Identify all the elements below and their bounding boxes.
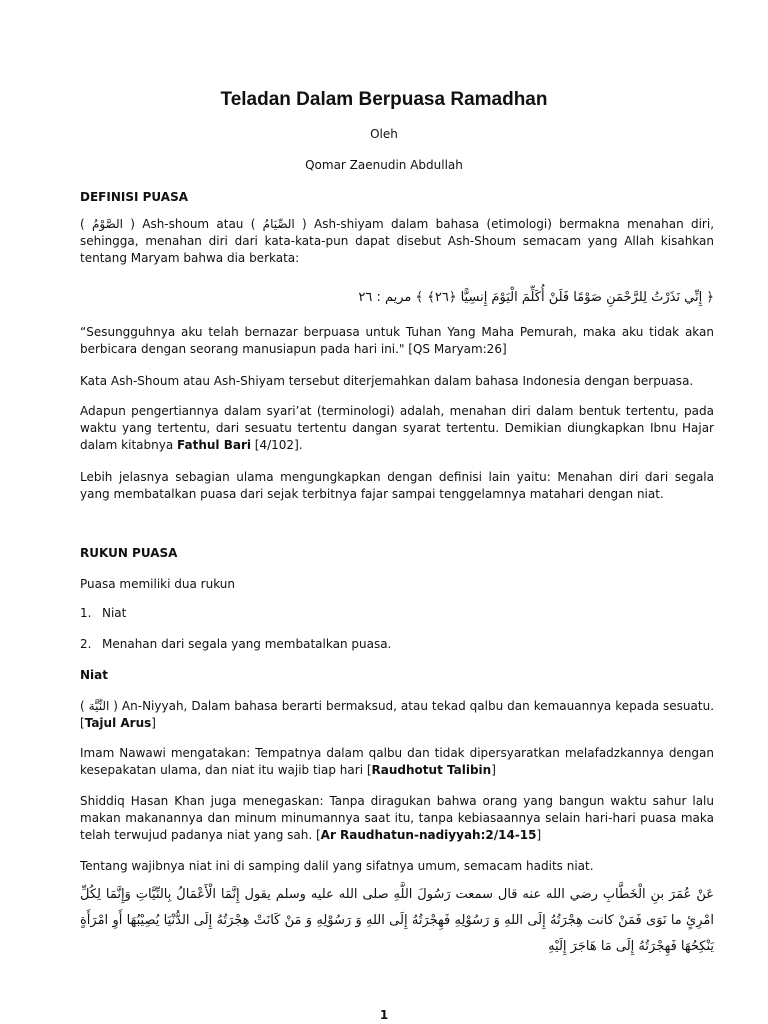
paragraph-imam-nawawi bbox=[80, 745, 714, 779]
document-title: Teladan Dalam Berpuasa Ramadhan bbox=[220, 89, 548, 110]
paragraph-text: Shiddiq Hasan Khan juga menegaskan: Tanpa diragukan bahwa orang yang bangun waktu sahur lalu makan makanannya dan minum minumannya saat itu, tanpa kebiasaannya selain hari-hari puasa maka telah terwujud padanya niat yang sah. [ bbox=[80, 794, 714, 842]
paragraph-text: [4/102]. bbox=[250, 438, 303, 452]
subheading-niat: Niat bbox=[80, 668, 108, 682]
paragraph-text: Imam Nawawi mengatakan: Tempatnya dalam qalbu dan tidak dipersyaratkan melafadzkannya dengan kesepakatan ulama, dan niat itu wajib tiap hari [ bbox=[80, 746, 714, 777]
arabic-ash-shiyam: الصِّيَامُ bbox=[262, 217, 295, 231]
bracket-close: ] bbox=[491, 763, 496, 777]
paragraph-rukun-intro: Puasa memiliki dua rukun bbox=[80, 577, 235, 591]
paragraph-niat-definition bbox=[80, 698, 714, 732]
section-heading-rukun: RUKUN PUASA bbox=[80, 546, 178, 560]
translation-text: “Sesungguhnya aku telah bernazar berpuasa untuk Tuhan Yang Maha Pemurah, maka aku tidak akan berbicara dengan seorang manusiapun pada hari ini." bbox=[80, 325, 714, 356]
bracket-close: ] bbox=[151, 716, 156, 730]
list-text: Menahan dari segala yang membatalkan puasa. bbox=[102, 637, 392, 651]
list-number: 2. bbox=[80, 637, 92, 651]
paragraph-text: ) Ash-shiyam dalam bahasa (etimologi) bermakna menahan diri, sehingga, menahan diri dari kata-kata-pun dapat disebut Ash-Shoum semacam yang Allah kisahkan tentang Maryam bahwa dia berkata: bbox=[80, 217, 715, 265]
paragraph-text: ) An-Niyyah, Dalam bahasa berarti bermaksud, atau tekad qalbu dan kemauannya kepada sesuatu. [ bbox=[80, 699, 715, 730]
paragraph-definisi-lain: Lebih jelasnya sebagian ulama mengungkapkan dengan definisi lain yaitu: Menahan diri dari segala yang membatalkan puasa dari sejak terbitnya fajar sampai tenggelamnya matahari dengan niat. bbox=[80, 470, 714, 501]
list-item bbox=[80, 637, 714, 651]
list-text: Niat bbox=[102, 606, 127, 620]
reference-ar-raudhatun-nadiyyah: Ar Raudhatun-nadiyyah:2/14-15 bbox=[320, 828, 537, 842]
paragraph-indonesian-term: Kata Ash-Shoum atau Ash-Shiyam tersebut diterjemahkan dalam bahasa Indonesia dengan berpuasa. bbox=[80, 374, 694, 388]
reference-fathul-bari: Fathul Bari bbox=[177, 438, 251, 452]
paragraph-translation bbox=[80, 324, 714, 358]
quran-verse-arabic: ﴿ إِنِّي نَذَرْتُ لِلرَّحْمَنِ صَوْمًا فَلَنْ أُكَلِّمَ الْيَوْمَ إِنسِيًّا ﴿٢٦﴾ ﴾ مريم : ٢٦ bbox=[358, 290, 714, 305]
paren-open: ( bbox=[80, 699, 89, 713]
list-item bbox=[80, 606, 714, 620]
paragraph-shiddiq-hasan-khan bbox=[80, 793, 714, 844]
reference-raudhotut-talibin: Raudhotut Talibin bbox=[371, 763, 492, 777]
list-number: 1. bbox=[80, 606, 92, 620]
arabic-ash-shoum: الصَّوْمُ bbox=[91, 217, 123, 231]
paragraph-text: ) Ash-shoum atau ( bbox=[123, 217, 263, 231]
section-heading-definisi: DEFINISI PUASA bbox=[80, 190, 188, 204]
byline: Oleh bbox=[370, 127, 398, 141]
reference-tajul-arus: Tajul Arus bbox=[84, 716, 152, 730]
paren-open: ( bbox=[80, 217, 92, 231]
paragraph-terminologi bbox=[80, 403, 714, 454]
paragraph-hadith-intro: Tentang wajibnya niat ini di samping dalil yang sifatnya umum, semacam hadits niat. bbox=[80, 859, 594, 873]
hadith-arabic-text: عَنْ عُمَرَ بنِ الْخَطَّابِ رضي الله عنه قال سمعت رَسُولَ اللَّهِ صلى الله عليه وسلم يقول إِنَّمَا الْأَعْمَالُ بِالنِّيَّاتِ وَإِنَّمَا لِكُلِّ امْرِئٍ ما نَوَى فَمَنْ كانت هِجْرَتُهُ إِلَى اللهِ وَ رَسُوْلِهِ فَهِجْرَتُهُ إِلَى اللهِ وَ رَسُوْلِهِ وَ مَنْ كَانَتْ هِجْرَتُهُ إِلَى الدُّنْيَا يُصِيْبُهَا أَوِ امْرَأَةٍ يَنْكِحُهَا فَهِجْرَتُهُ إِلَى مَا هَاجَرَ إِلَيْهِ bbox=[80, 887, 714, 954]
arabic-an-niyyah: النِّيَّة bbox=[88, 699, 110, 713]
author-name: Qomar Zaenudin Abdullah bbox=[305, 158, 463, 172]
paragraph-etimologi bbox=[80, 216, 714, 267]
bracket-close: ] bbox=[536, 828, 542, 842]
translation-reference: [QS Maryam:26] bbox=[404, 342, 507, 356]
page-number: 1 bbox=[379, 1008, 389, 1022]
paragraph-text: Adapun pengertiannya dalam syari’at (terminologi) adalah, menahan diri dalam bentuk tertentu, pada waktu yang tertentu, dari sesuatu tertentu dangan syarat tertentu. Demikian diungkapkan Ibnu Hajar dalam kitabnya bbox=[80, 404, 714, 452]
